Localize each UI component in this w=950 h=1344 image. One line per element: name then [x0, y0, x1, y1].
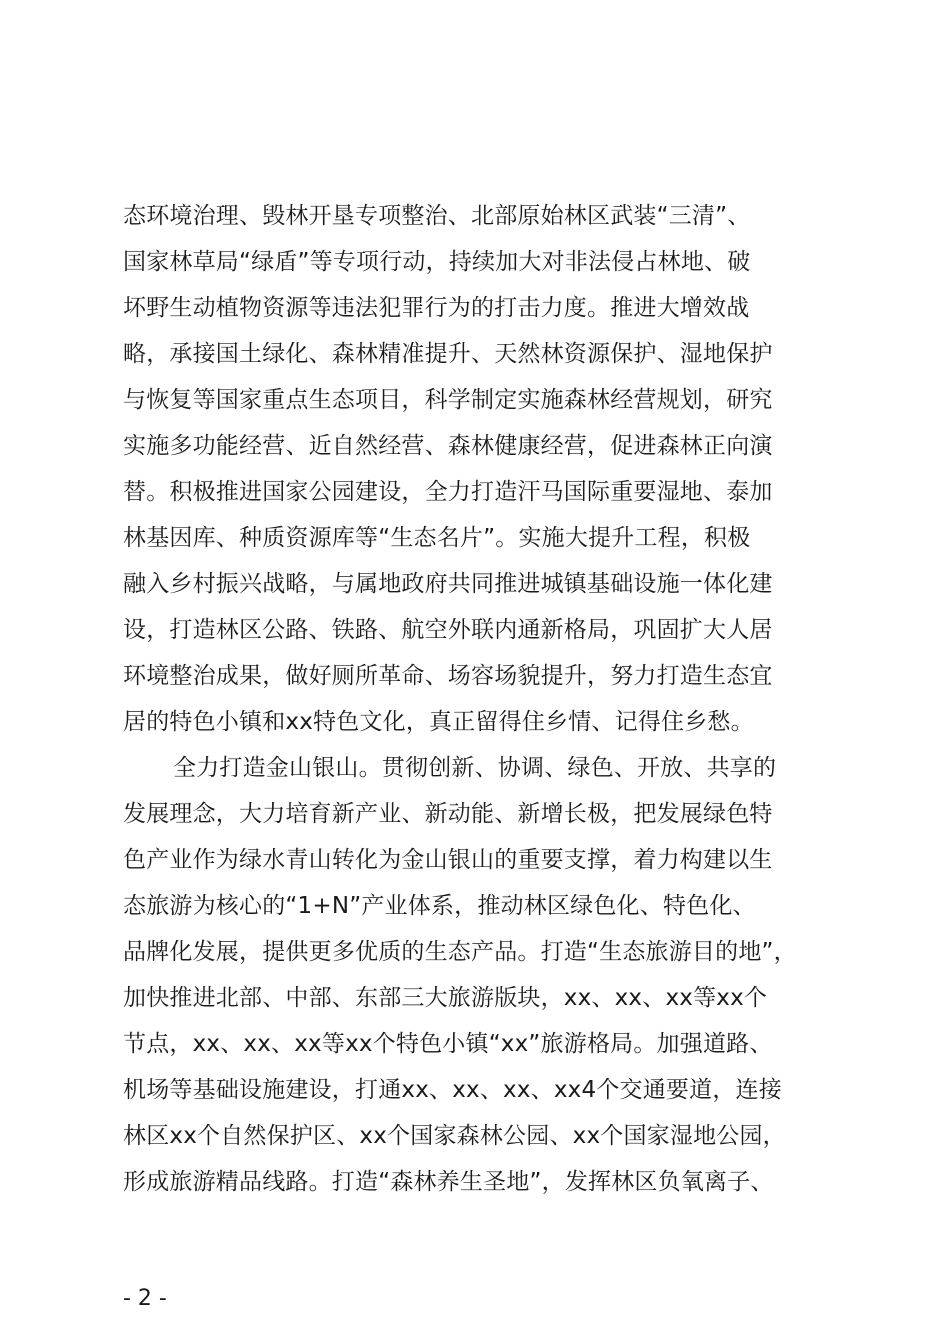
- page-number: - 2 -: [123, 1286, 167, 1311]
- text-line: 设，打造林区公路、铁路、航空外联内通新格局，巩固扩大人居: [123, 617, 773, 643]
- text-line: 节点，xx、xx、xx等xx个特色小镇“xx”旅游格局。加强道路、: [123, 1031, 773, 1057]
- text-line: 色产业作为绿水青山转化为金山银山的重要支撑，着力构建以生: [123, 847, 773, 873]
- text-line: 国家林草局“绿盾”等专项行动，持续加大对非法侵占林地、破: [123, 249, 751, 275]
- body-text: [123, 193, 853, 1205]
- text-line: 态旅游为核心的“1+N”产业体系，推动林区绿色化、特色化、: [123, 893, 756, 919]
- text-line: 加快推进北部、中部、东部三大旅游版块，xx、xx、xx等xx个: [123, 985, 768, 1011]
- text-line: 实施多功能经营、近自然经营、森林健康经营，促进森林正向演: [123, 433, 773, 459]
- text-line: 态环境治理、毁林开垦专项整治、北部原始林区武装“三清”、: [123, 203, 751, 229]
- text-line: 居的特色小镇和xx特色文化，真正留得住乡情、记得住乡愁。: [123, 709, 754, 735]
- text-line: 发展理念，大力培育新产业、新动能、新增长极，把发展绿色特: [123, 801, 773, 827]
- text-line: 坏野生动植物资源等违法犯罪行为的打击力度。推进大增效战: [123, 295, 750, 321]
- text-line: 环境整治成果，做好厕所革命、场容场貌提升，努力打造生态宜: [123, 663, 773, 689]
- text-line: 机场等基础设施建设，打通xx、xx、xx、xx4个交通要道，连接: [123, 1077, 782, 1103]
- paragraph-start-line: 全力打造金山银山。贯彻创新、协调、绿色、开放、共享的: [173, 755, 777, 781]
- text-line: 略，承接国土绿化、森林精准提升、天然林资源保护、湿地保护: [123, 341, 773, 367]
- text-line: 形成旅游精品线路。打造“森林养生圣地”，发挥林区负氧离子、: [123, 1169, 774, 1195]
- text-line: 品牌化发展，提供更多优质的生态产品。打造“生态旅游目的地”，: [123, 939, 797, 965]
- text-line: 融入乡村振兴战略，与属地政府共同推进城镇基础设施一体化建: [123, 571, 773, 597]
- text-line: 与恢复等国家重点生态项目，科学制定实施森林经营规划，研究: [123, 387, 773, 413]
- text-line: 林基因库、种质资源库等“生态名片”。实施大提升工程，积极: [123, 525, 751, 551]
- text-line: 林区xx个自然保护区、xx个国家森林公园、xx个国家湿地公园，: [123, 1123, 786, 1149]
- text-line: 替。积极推进国家公园建设，全力打造汗马国际重要湿地、泰加: [123, 479, 773, 505]
